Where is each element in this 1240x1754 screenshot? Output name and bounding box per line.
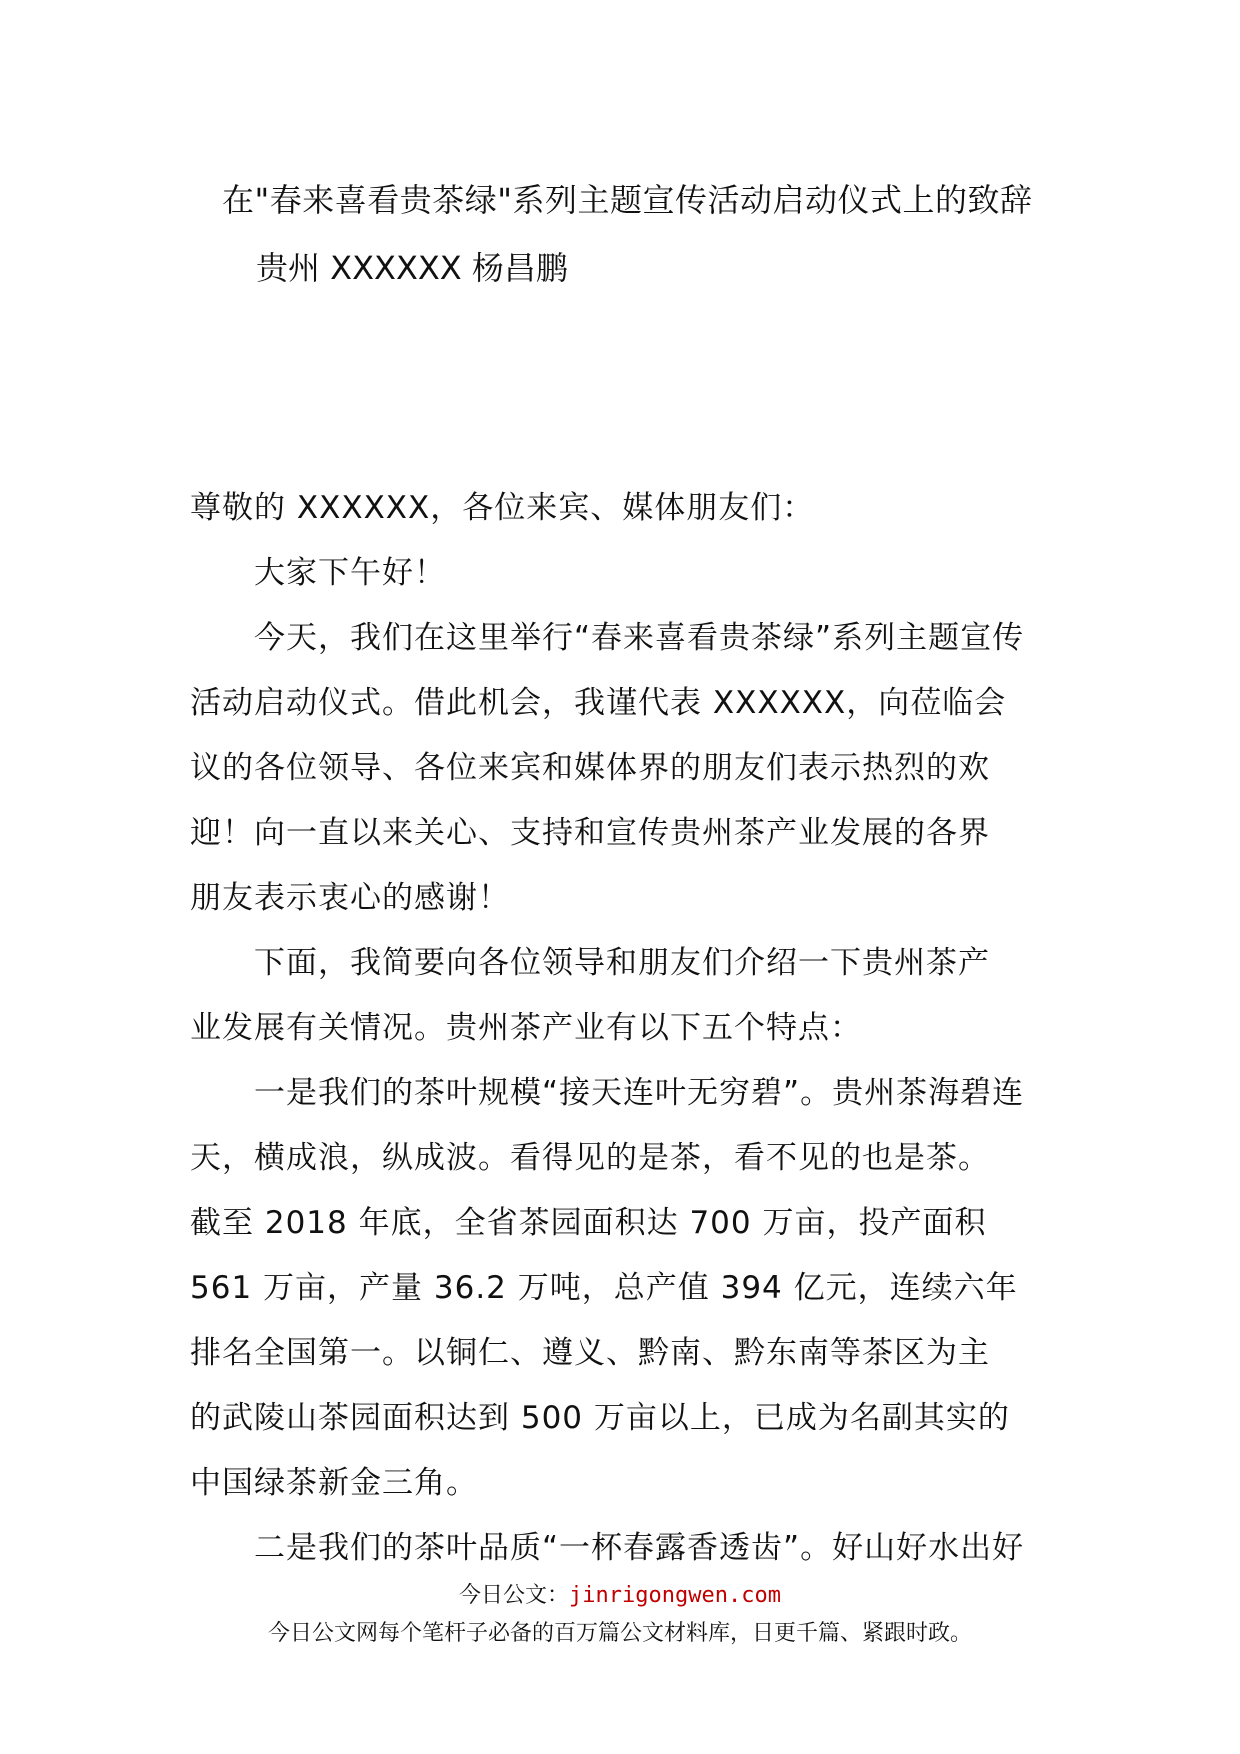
footer-source	[0, 1578, 1240, 1614]
body-line: 今天，我们在这里举行“春来喜看贵茶绿”系列主题宣传	[254, 620, 1025, 656]
body-line: 迎！向一直以来关心、支持和宣传贵州茶产业发展的各界	[190, 815, 990, 851]
body-line: 一是我们的茶叶规模“接天连叶无穷碧”。贵州茶海碧连	[254, 1075, 1025, 1111]
body-line: 二是我们的茶叶品质“一杯春露香透齿”。好山好水出好	[254, 1530, 1025, 1566]
body-line: 中国绿茶新金三角。	[190, 1465, 478, 1501]
footer-site-link[interactable]: jinrigongwen.com	[569, 1583, 781, 1608]
footer-slogan: 今日公文网每个笔杆子必备的百万篇公文材料库，日更千篇、紧跟时政。	[267, 1621, 972, 1646]
document-title: 在"春来喜看贵茶绿"系列主题宣传活动启动仪式上的致辞	[222, 181, 1033, 219]
page-footer	[0, 1578, 1240, 1654]
body-line: 议的各位领导、各位来宾和媒体界的朋友们表示热烈的欢	[190, 750, 990, 786]
body-line: 的武陵山茶园面积达到 500 万亩以上，已成为名副其实的	[190, 1400, 1010, 1436]
body-line: 大家下午好！	[254, 555, 446, 591]
footer-label: 今日公文：	[459, 1583, 570, 1608]
body-line: 朋友表示衷心的感谢！	[190, 880, 510, 916]
body-line: 天，横成浪，纵成波。看得见的是茶，看不见的也是茶。	[190, 1140, 990, 1176]
document-author: 贵州 XXXXXX 杨昌鹏	[256, 249, 568, 287]
body-line: 尊敬的 XXXXXX，各位来宾、媒体朋友们：	[190, 490, 815, 526]
body-line: 561 万亩，产量 36.2 万吨，总产值 394 亿元，连续六年	[190, 1270, 1018, 1306]
body-line: 业发展有关情况。贵州茶产业有以下五个特点：	[190, 1010, 862, 1046]
body-line: 下面，我简要向各位领导和朋友们介绍一下贵州茶产	[254, 945, 990, 981]
body-line: 排名全国第一。以铜仁、遵义、黔南、黔东南等茶区为主	[190, 1335, 990, 1371]
body-line: 截至 2018 年底，全省茶园面积达 700 万亩，投产面积	[190, 1205, 987, 1241]
document-body	[190, 476, 1050, 1581]
body-line: 活动启动仪式。借此机会，我谨代表 XXXXXX，向莅临会	[190, 685, 1007, 721]
